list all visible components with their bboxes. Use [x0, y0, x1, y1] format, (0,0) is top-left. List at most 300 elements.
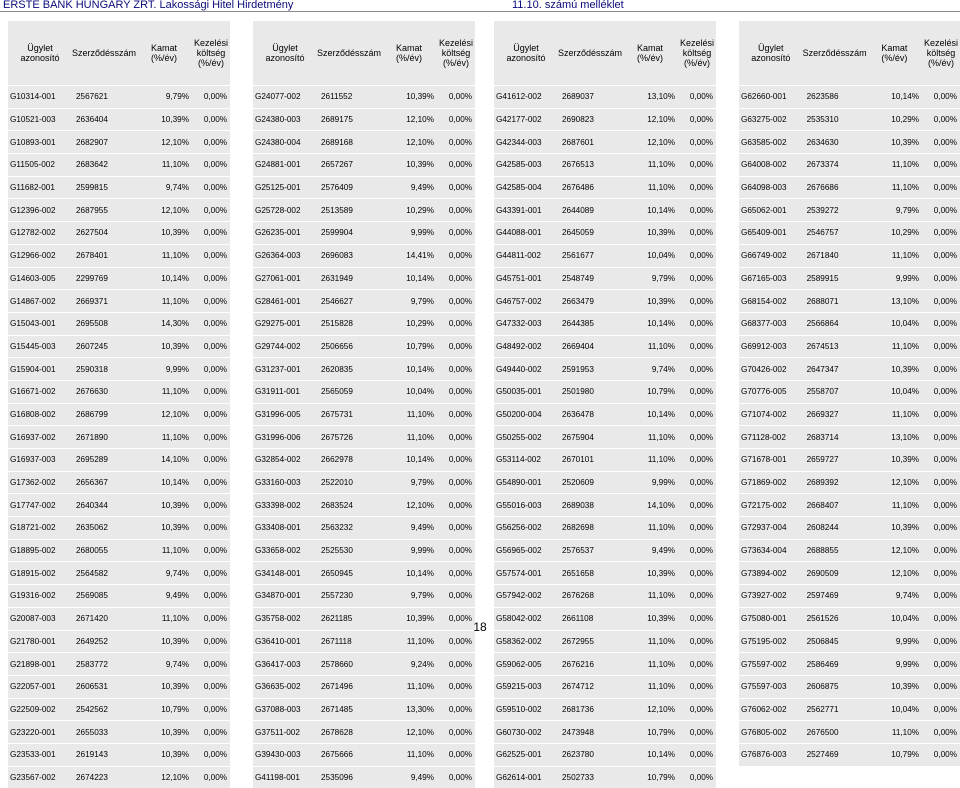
- interest-rate-cell: 9,99%: [381, 539, 437, 562]
- handling-fee-cell: 0,00%: [192, 517, 230, 540]
- loan-id-cell: G63275-002: [739, 108, 803, 131]
- interest-rate-cell: 11,10%: [622, 176, 678, 199]
- table-row: [8, 721, 230, 744]
- table-row: [494, 766, 716, 788]
- loan-id-cell: G31237-001: [253, 358, 317, 381]
- interest-rate-cell: 9,74%: [136, 653, 192, 676]
- interest-rate-cell: 10,39%: [622, 290, 678, 313]
- contract-number-cell: 2640344: [72, 494, 136, 517]
- handling-fee-cell: 0,00%: [192, 267, 230, 290]
- interest-rate-cell: 9,49%: [381, 766, 437, 788]
- interest-rate-cell: 9,49%: [381, 517, 437, 540]
- loan-id-cell: G72175-002: [739, 494, 803, 517]
- handling-fee-cell: 0,00%: [922, 721, 960, 744]
- table-row: [253, 517, 475, 540]
- contract-number-cell: 2644089: [558, 199, 622, 222]
- handling-fee-cell: 0,00%: [437, 267, 475, 290]
- interest-rate-cell: 11,10%: [136, 154, 192, 177]
- loan-id-cell: G24077-002: [253, 86, 317, 109]
- loan-id-cell: G16937-002: [8, 426, 72, 449]
- interest-rate-cell: 12,10%: [381, 131, 437, 154]
- contract-number-cell: 2506656: [317, 335, 381, 358]
- handling-fee-cell: 0,00%: [437, 562, 475, 585]
- contract-number-cell: 2576537: [558, 539, 622, 562]
- contract-number-cell: 2590318: [72, 358, 136, 381]
- handling-fee-cell: 0,00%: [437, 244, 475, 267]
- interest-rate-cell: 10,29%: [381, 312, 437, 335]
- handling-fee-cell: 0,00%: [192, 176, 230, 199]
- table-row: [8, 335, 230, 358]
- table-row: [739, 154, 960, 177]
- contract-number-cell: 2672955: [558, 630, 622, 653]
- handling-fee-cell: 0,00%: [678, 698, 716, 721]
- handling-fee-cell: 0,00%: [437, 131, 475, 154]
- interest-rate-cell: 10,14%: [622, 743, 678, 766]
- table-row: [739, 86, 960, 109]
- contract-number-cell: 2611552: [317, 86, 381, 109]
- handling-fee-cell: 0,00%: [678, 721, 716, 744]
- interest-rate-cell: 12,10%: [867, 471, 922, 494]
- contract-number-cell: 2676513: [558, 154, 622, 177]
- interest-rate-cell: 9,79%: [381, 471, 437, 494]
- interest-rate-cell: 11,10%: [381, 675, 437, 698]
- handling-fee-cell: 0,00%: [678, 494, 716, 517]
- table-row: [253, 312, 475, 335]
- handling-fee-cell: 0,00%: [922, 585, 960, 608]
- contract-number-cell: 2669404: [558, 335, 622, 358]
- interest-rate-cell: 14,41%: [381, 244, 437, 267]
- contract-number-cell: 2535310: [803, 108, 867, 131]
- contract-number-cell: 2676500: [803, 721, 867, 744]
- loan-id-cell: G70776-005: [739, 380, 803, 403]
- loan-id-cell: G43391-001: [494, 199, 558, 222]
- contract-number-cell: 2687955: [72, 199, 136, 222]
- loan-id-cell: G18915-002: [8, 562, 72, 585]
- interest-rate-cell: 10,14%: [381, 562, 437, 585]
- contract-number-cell: 2681736: [558, 698, 622, 721]
- handling-fee-cell: 0,00%: [192, 222, 230, 245]
- header-line: Kezelési: [924, 38, 959, 48]
- header-line: költség: [196, 48, 226, 58]
- table-row: [8, 585, 230, 608]
- table-row: [739, 653, 960, 676]
- interest-rate-cell: 12,10%: [381, 721, 437, 744]
- loan-id-cell: G31996-006: [253, 426, 317, 449]
- handling-fee-cell: 0,00%: [922, 199, 960, 222]
- loan-id-cell: G28461-001: [253, 290, 317, 313]
- contract-number-cell: 2515828: [317, 312, 381, 335]
- header-line: (%/év): [443, 58, 470, 68]
- contract-number-cell: 2546757: [803, 222, 867, 245]
- interest-rate-cell: 10,39%: [622, 562, 678, 585]
- table-row: [494, 244, 716, 267]
- interest-rate-cell: 14,10%: [136, 449, 192, 472]
- table-row: [739, 244, 960, 267]
- loan-id-cell: G50255-002: [494, 426, 558, 449]
- contract-number-cell: 2656367: [72, 471, 136, 494]
- loan-id-cell: G31996-005: [253, 403, 317, 426]
- contract-number-cell: 2676216: [558, 653, 622, 676]
- loan-id-cell: G75080-001: [739, 607, 803, 630]
- loan-id-cell: G72937-004: [739, 517, 803, 540]
- interest-rate-cell: 12,10%: [381, 494, 437, 517]
- contract-number-cell: 2676486: [558, 176, 622, 199]
- header-line: Kamat: [396, 43, 423, 53]
- table-row: [494, 743, 716, 766]
- table-row: [253, 131, 475, 154]
- interest-rate-cell: 9,74%: [136, 562, 192, 585]
- table-row: [494, 176, 716, 199]
- handling-fee-cell: 0,00%: [678, 766, 716, 788]
- header-line: költség: [682, 48, 712, 58]
- contract-number-header: [803, 21, 867, 86]
- handling-fee-cell: 0,00%: [437, 358, 475, 381]
- interest-rate-cell: 9,79%: [381, 290, 437, 313]
- table-row: [494, 108, 716, 131]
- handling-fee-cell: 0,00%: [437, 766, 475, 788]
- contract-number-cell: 2669371: [72, 290, 136, 313]
- contract-number-cell: 2583772: [72, 653, 136, 676]
- loan-id-cell: G64008-002: [739, 154, 803, 177]
- contract-number-cell: 2567621: [72, 86, 136, 109]
- table-row: [8, 131, 230, 154]
- contract-number-cell: 2597469: [803, 585, 867, 608]
- header-line: (%/év): [881, 53, 908, 63]
- interest-rate-cell: 11,10%: [381, 426, 437, 449]
- interest-rate-cell: 10,29%: [867, 222, 922, 245]
- handling-fee-cell: 0,00%: [192, 108, 230, 131]
- interest-rate-cell: 13,10%: [867, 290, 922, 313]
- table-row: [253, 539, 475, 562]
- handling-fee-cell: 0,00%: [437, 607, 475, 630]
- contract-number-cell: 2695289: [72, 449, 136, 472]
- handling-fee-cell: 0,00%: [678, 267, 716, 290]
- contract-number-cell: 2662978: [317, 449, 381, 472]
- header-line: Kezelési: [680, 38, 715, 48]
- interest-rate-cell: 10,39%: [136, 517, 192, 540]
- table-row: [739, 380, 960, 403]
- header-line: azonosító: [751, 53, 791, 63]
- loan-id-cell: G10521-003: [8, 108, 72, 131]
- interest-rate-cell: 10,14%: [381, 449, 437, 472]
- loan-id-cell: G36410-001: [253, 630, 317, 653]
- interest-rate-cell: 10,29%: [867, 108, 922, 131]
- loan-id-cell: G27061-001: [253, 267, 317, 290]
- loan-id-cell: G25728-002: [253, 199, 317, 222]
- table-row: [494, 222, 716, 245]
- interest-rate-cell: 10,39%: [622, 607, 678, 630]
- interest-rate-cell: 9,79%: [867, 199, 922, 222]
- table-row: [253, 199, 475, 222]
- interest-rate-cell: 12,10%: [136, 131, 192, 154]
- handling-fee-cell: 0,00%: [922, 335, 960, 358]
- interest-rate-cell: 10,04%: [867, 607, 922, 630]
- loan-id-cell: G65409-001: [739, 222, 803, 245]
- handling-fee-cell: 0,00%: [922, 539, 960, 562]
- loan-id-cell: G42585-004: [494, 176, 558, 199]
- interest-rate-cell: 11,10%: [867, 176, 922, 199]
- table-row: [739, 449, 960, 472]
- contract-number-cell: 2674513: [803, 335, 867, 358]
- table-row: [494, 154, 716, 177]
- loan-id-cell: G10893-001: [8, 131, 72, 154]
- contract-number-cell: 2548749: [558, 267, 622, 290]
- header-line: azonosító: [506, 53, 546, 63]
- handling-fee-cell: 0,00%: [922, 312, 960, 335]
- loan-id-cell: G57574-001: [494, 562, 558, 585]
- interest-rate-cell: 11,10%: [867, 154, 922, 177]
- table-row: [494, 562, 716, 585]
- handling-fee-cell: 0,00%: [437, 108, 475, 131]
- loan-id-cell: G26235-001: [253, 222, 317, 245]
- header-line: költség: [926, 48, 956, 58]
- contract-number-cell: 2676686: [803, 176, 867, 199]
- handling-fee-cell: 0,00%: [922, 517, 960, 540]
- loan-id-cell: G53114-002: [494, 449, 558, 472]
- contract-number-cell: 2690823: [558, 108, 622, 131]
- interest-rate-cell: 11,10%: [622, 517, 678, 540]
- interest-rate-cell: 10,39%: [381, 154, 437, 177]
- contract-number-cell: 2299769: [72, 267, 136, 290]
- table-row: [739, 562, 960, 585]
- table-row: [253, 244, 475, 267]
- interest-rate-cell: 11,10%: [622, 154, 678, 177]
- handling-fee-cell: 0,00%: [437, 222, 475, 245]
- loan-id-cell: G73894-002: [739, 562, 803, 585]
- contract-number-cell: 2695508: [72, 312, 136, 335]
- interest-rate-cell: 10,39%: [867, 131, 922, 154]
- header-line: Szerződésszám: [558, 48, 623, 58]
- loan-id-cell: G36635-002: [253, 675, 317, 698]
- contract-number-cell: 2674223: [72, 766, 136, 788]
- loan-id-cell: G39430-003: [253, 743, 317, 766]
- contract-number-cell: 2542562: [72, 698, 136, 721]
- rate-table-block: [739, 21, 960, 766]
- contract-number-cell: 2535096: [317, 766, 381, 788]
- interest-rate-cell: 11,10%: [136, 380, 192, 403]
- header-line: Szerződésszám: [72, 48, 137, 58]
- contract-number-cell: 2649252: [72, 630, 136, 653]
- table-header-row: [739, 21, 960, 86]
- interest-rate-cell: 10,39%: [381, 607, 437, 630]
- table-row: [8, 358, 230, 381]
- loan-id-cell: G23220-001: [8, 721, 72, 744]
- handling-fee-cell: 0,00%: [192, 698, 230, 721]
- handling-fee-cell: 0,00%: [192, 154, 230, 177]
- loan-id-cell: G15043-001: [8, 312, 72, 335]
- loan-id-cell: G33398-002: [253, 494, 317, 517]
- contract-number-cell: 2670101: [558, 449, 622, 472]
- table-row: [494, 267, 716, 290]
- contract-number-cell: 2676630: [72, 380, 136, 403]
- handling-fee-cell: 0,00%: [678, 176, 716, 199]
- handling-fee-cell: 0,00%: [192, 494, 230, 517]
- interest-rate-cell: 12,10%: [622, 131, 678, 154]
- table-row: [8, 290, 230, 313]
- contract-number-cell: 2620835: [317, 358, 381, 381]
- header-divider: [0, 11, 960, 12]
- handling-fee-cell: 0,00%: [192, 244, 230, 267]
- interest-rate-cell: 10,39%: [136, 494, 192, 517]
- header-line: Szerződésszám: [802, 48, 867, 58]
- interest-rate-cell: 10,39%: [136, 721, 192, 744]
- contract-number-cell: 2636404: [72, 108, 136, 131]
- handling-fee-cell: 0,00%: [922, 222, 960, 245]
- contract-number-cell: 2599904: [317, 222, 381, 245]
- table-row: [739, 698, 960, 721]
- loan-id-cell: G70426-002: [739, 358, 803, 381]
- page-number: 18: [473, 620, 487, 634]
- table-row: [253, 698, 475, 721]
- handling-fee-cell: 0,00%: [192, 86, 230, 109]
- handling-fee-cell: 0,00%: [678, 222, 716, 245]
- handling-fee-cell: 0,00%: [437, 335, 475, 358]
- loan-id-cell: G59215-003: [494, 675, 558, 698]
- contract-number-header: [558, 21, 622, 86]
- handling-fee-cell: 0,00%: [437, 494, 475, 517]
- handling-fee-cell: 0,00%: [678, 358, 716, 381]
- loan-id-cell: G32854-002: [253, 449, 317, 472]
- handling-fee-cell: 0,00%: [678, 675, 716, 698]
- table-row: [494, 426, 716, 449]
- table-row: [739, 131, 960, 154]
- contract-number-cell: 2546627: [317, 290, 381, 313]
- table-row: [494, 721, 716, 744]
- contract-number-cell: 2675731: [317, 403, 381, 426]
- loan-id-header: [494, 21, 558, 86]
- table-row: [739, 358, 960, 381]
- loan-id-cell: G23533-001: [8, 743, 72, 766]
- handling-fee-cell: 0,00%: [192, 290, 230, 313]
- header-line: Kezelési: [194, 38, 229, 48]
- contract-number-cell: 2674712: [558, 675, 622, 698]
- header-line: Ügylet: [513, 43, 539, 53]
- interest-rate-cell: 10,79%: [622, 766, 678, 788]
- contract-number-cell: 2683642: [72, 154, 136, 177]
- handling-fee-cell: 0,00%: [678, 290, 716, 313]
- table-row: [494, 471, 716, 494]
- table-row: [253, 176, 475, 199]
- handling-fee-cell: 0,00%: [437, 290, 475, 313]
- loan-id-cell: G42585-003: [494, 154, 558, 177]
- contract-number-cell: 2661108: [558, 607, 622, 630]
- rate-table-block: [494, 21, 716, 788]
- contract-number-cell: 2680055: [72, 539, 136, 562]
- handling-fee-cell: 0,00%: [922, 653, 960, 676]
- contract-number-cell: 2635062: [72, 517, 136, 540]
- handling-fee-cell: 0,00%: [437, 471, 475, 494]
- loan-id-cell: G10314-001: [8, 86, 72, 109]
- interest-rate-cell: 10,39%: [867, 449, 922, 472]
- contract-number-cell: 2501980: [558, 380, 622, 403]
- table-row: [253, 267, 475, 290]
- handling-fee-cell: 0,00%: [678, 131, 716, 154]
- handling-fee-cell: 0,00%: [922, 562, 960, 585]
- loan-id-cell: G76876-003: [739, 743, 803, 765]
- loan-id-cell: G31911-001: [253, 380, 317, 403]
- interest-rate-cell: 12,10%: [867, 562, 922, 585]
- table-row: [8, 471, 230, 494]
- table-row: [739, 199, 960, 222]
- table-row: [494, 653, 716, 676]
- handling-fee-cell: 0,00%: [922, 426, 960, 449]
- table-row: [494, 199, 716, 222]
- loan-id-cell: G29275-001: [253, 312, 317, 335]
- handling-fee-cell: 0,00%: [922, 131, 960, 154]
- table-row: [253, 154, 475, 177]
- interest-rate-cell: 10,14%: [381, 358, 437, 381]
- handling-fee-cell: 0,00%: [678, 471, 716, 494]
- interest-rate-cell: 10,04%: [867, 698, 922, 721]
- handling-fee-cell: 0,00%: [192, 449, 230, 472]
- loan-id-cell: G18895-002: [8, 539, 72, 562]
- interest-rate-cell: 10,39%: [136, 222, 192, 245]
- loan-id-cell: G62614-001: [494, 766, 558, 788]
- contract-number-cell: 2657267: [317, 154, 381, 177]
- rate-table-block: [8, 21, 230, 788]
- interest-rate-cell: 11,10%: [867, 335, 922, 358]
- loan-id-cell: G57942-002: [494, 585, 558, 608]
- interest-rate-cell: 11,10%: [867, 494, 922, 517]
- interest-rate-cell: 10,39%: [867, 517, 922, 540]
- table-row: [494, 403, 716, 426]
- table-row: [8, 380, 230, 403]
- loan-id-cell: G69912-003: [739, 335, 803, 358]
- table-row: [8, 494, 230, 517]
- contract-number-cell: 2502733: [558, 766, 622, 788]
- rate-table-block: [253, 21, 475, 788]
- loan-id-cell: G63585-002: [739, 131, 803, 154]
- loan-id-cell: G18721-002: [8, 517, 72, 540]
- loan-id-cell: G49440-002: [494, 358, 558, 381]
- table-row: [8, 199, 230, 222]
- table-row: [253, 222, 475, 245]
- rate-table: [739, 21, 960, 766]
- interest-rate-cell: 13,30%: [381, 698, 437, 721]
- contract-number-cell: 2522010: [317, 471, 381, 494]
- interest-rate-cell: 11,10%: [867, 244, 922, 267]
- handling-fee-cell: 0,00%: [192, 562, 230, 585]
- handling-fee-cell: 0,00%: [192, 721, 230, 744]
- interest-rate-cell: 10,39%: [136, 743, 192, 766]
- contract-number-cell: 2671496: [317, 675, 381, 698]
- handling-fee-cell: 0,00%: [922, 358, 960, 381]
- table-row: [253, 766, 475, 788]
- handling-fee-cell: 0,00%: [437, 653, 475, 676]
- loan-id-cell: G17747-002: [8, 494, 72, 517]
- handling-fee-cell: 0,00%: [437, 176, 475, 199]
- loan-id-cell: G22509-002: [8, 698, 72, 721]
- table-row: [253, 403, 475, 426]
- contract-number-cell: 2520609: [558, 471, 622, 494]
- loan-id-cell: G23567-002: [8, 766, 72, 788]
- loan-id-cell: G65062-001: [739, 199, 803, 222]
- handling-fee-cell: 0,00%: [678, 585, 716, 608]
- table-header-row: [253, 21, 475, 86]
- table-row: [739, 290, 960, 313]
- interest-rate-cell: 11,10%: [622, 675, 678, 698]
- contract-number-cell: 2527469: [803, 743, 867, 765]
- loan-id-cell: G37088-003: [253, 698, 317, 721]
- contract-number-header: [72, 21, 136, 86]
- handling-fee-cell: 0,00%: [437, 630, 475, 653]
- handling-fee-cell: 0,00%: [678, 380, 716, 403]
- interest-rate-cell: 10,79%: [867, 743, 922, 765]
- table-row: [8, 675, 230, 698]
- table-row: [739, 403, 960, 426]
- table-row: [253, 335, 475, 358]
- loan-id-header: [8, 21, 72, 86]
